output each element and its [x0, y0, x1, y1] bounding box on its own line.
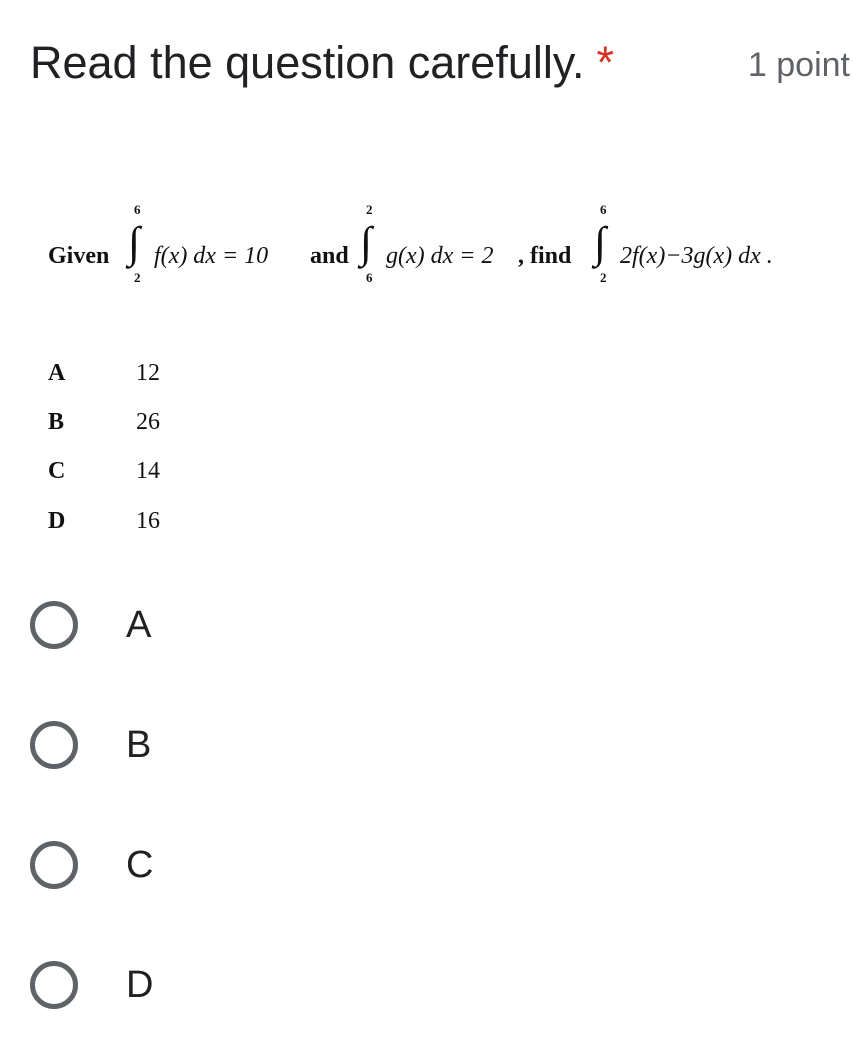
choice-a[interactable] [30, 594, 430, 656]
integral-1-body: f(x) dx = 10 [154, 243, 269, 269]
option-letter: A [48, 360, 66, 386]
radio-button-icon[interactable] [30, 601, 78, 649]
option-value: 14 [136, 458, 160, 484]
integral-3 [594, 202, 620, 292]
integral-1 [128, 202, 154, 292]
integral-sign-icon: ∫ [128, 218, 141, 267]
integral-3-upper: 6 [600, 202, 607, 217]
question-title [30, 36, 614, 90]
integral-2-upper: 2 [366, 202, 373, 217]
question-statement [48, 202, 848, 292]
option-value: 26 [136, 409, 160, 435]
choice-b[interactable] [30, 714, 430, 776]
choice-c[interactable] [30, 834, 430, 896]
integral-3-lower: 2 [600, 270, 607, 285]
choice-label[interactable]: D [126, 964, 154, 1006]
option-letter: D [48, 508, 66, 534]
integral-2 [360, 202, 386, 292]
option-value: 12 [136, 360, 160, 386]
and-text: and [310, 243, 349, 269]
points-label: 1 point [747, 46, 850, 84]
integral-2-body: g(x) dx = 2 [386, 243, 494, 269]
required-asterisk: * [596, 37, 615, 88]
radio-button-icon[interactable] [30, 841, 78, 889]
option-row-c [48, 458, 248, 488]
radio-button-icon[interactable] [30, 961, 78, 1009]
option-row-a [48, 360, 248, 390]
option-value: 16 [136, 508, 160, 534]
integral-sign-icon: ∫ [360, 218, 373, 267]
radio-button-icon[interactable] [30, 721, 78, 769]
option-letter: C [48, 458, 66, 484]
choice-label[interactable]: B [126, 724, 152, 766]
integral-sign-icon: ∫ [594, 218, 607, 267]
integral-2-lower: 6 [366, 270, 373, 285]
choice-label[interactable]: C [126, 844, 154, 886]
question-title-text: Read the question carefully. [30, 37, 585, 88]
find-text: , find [518, 243, 572, 269]
choice-d[interactable] [30, 954, 430, 1016]
integral-3-body: 2f(x)−3g(x) dx . [620, 243, 773, 269]
question-image [0, 180, 853, 560]
integral-1-upper: 6 [134, 202, 141, 217]
option-row-d [48, 508, 248, 538]
option-letter: B [48, 409, 65, 435]
question-header [30, 36, 850, 96]
choice-label[interactable]: A [126, 604, 152, 646]
given-text: Given [48, 243, 110, 269]
option-row-b [48, 409, 248, 439]
integral-1-lower: 2 [134, 270, 141, 285]
